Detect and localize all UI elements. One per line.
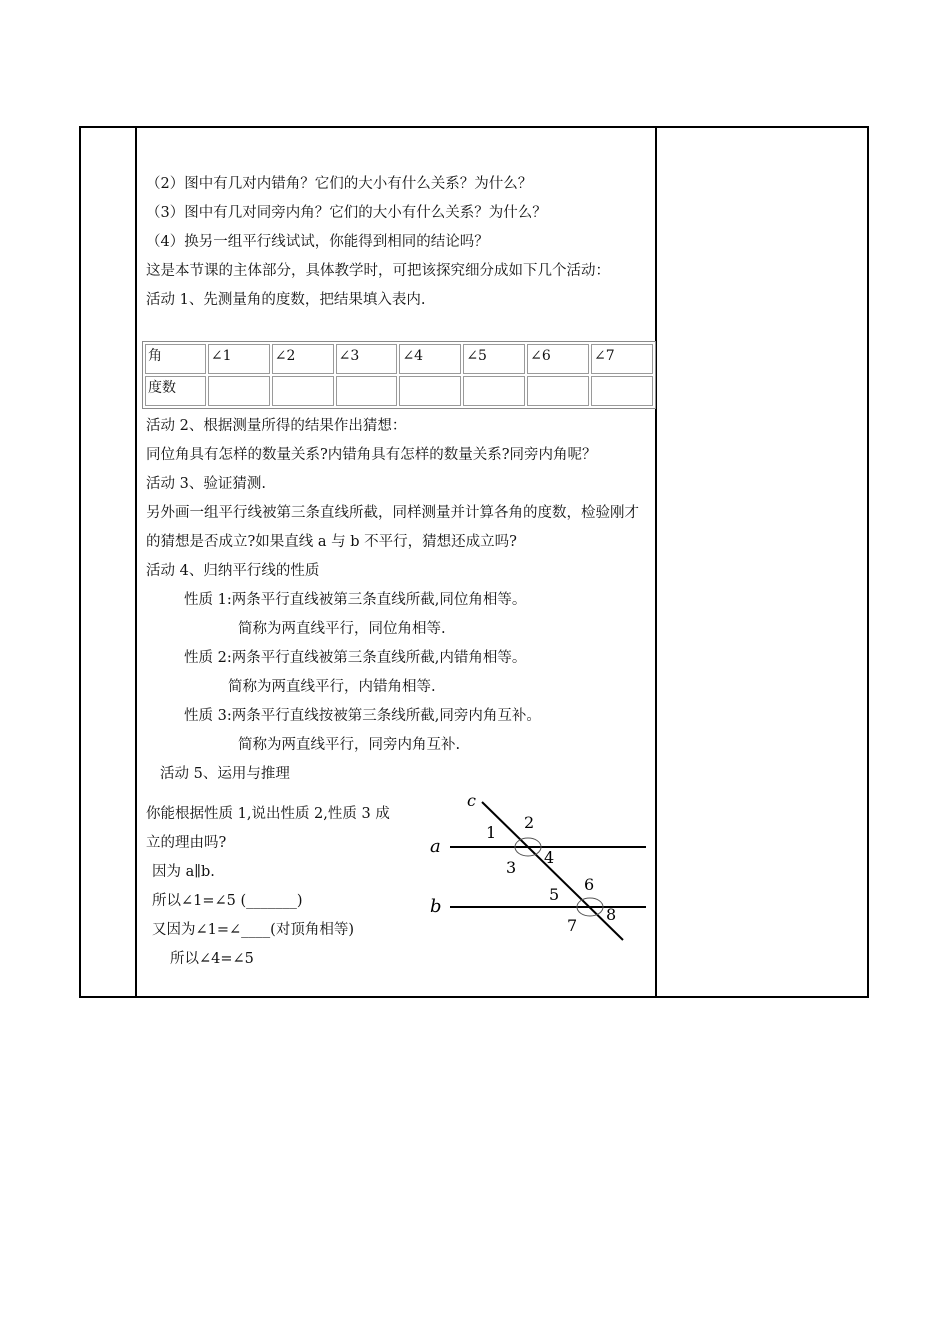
table-cell-empty[interactable] — [272, 376, 334, 406]
property-2-short: 简称为两直线平行，内错角相等. — [228, 679, 436, 695]
angle-label-3: 3 — [506, 858, 517, 877]
question-2: （2）图中有几对内错角？它们的大小有什么关系？为什么？ — [146, 176, 533, 192]
activity-3: 活动 3、验证猜测. — [146, 476, 266, 492]
table-cell-empty[interactable] — [527, 376, 589, 406]
label-a: a — [430, 836, 441, 857]
activity-5: 活动 5、运用与推理 — [160, 766, 290, 782]
table-row-label: 度数 — [145, 376, 206, 406]
table-header-cell: ∠7 — [591, 344, 653, 374]
property-1-short: 简称为两直线平行，同位角相等. — [238, 621, 446, 637]
property-3: 性质 3:两条平行直线按被第三条线所截,同旁内角互补。 — [184, 708, 541, 724]
question-3: （3）图中有几对同旁内角？它们的大小有什么关系？为什么？ — [146, 205, 547, 221]
table-header-cell: 角 — [145, 344, 206, 374]
proof-step-3: 又因为∠1=∠____(对顶角相等) — [152, 922, 354, 938]
property-2: 性质 2:两条平行直线被第三条直线所截,内错角相等。 — [184, 650, 527, 666]
table-cell-empty[interactable] — [463, 376, 525, 406]
angle-label-1: 1 — [486, 823, 497, 842]
activity-1: 活动 1、先测量角的度数，把结果填入表内. — [146, 292, 426, 308]
table-header-cell: ∠5 — [463, 344, 525, 374]
main-paragraph: 这是本节课的主体部分，具体教学时，可把该探究细分成如下几个活动： — [146, 263, 610, 279]
angle-label-8: 8 — [606, 905, 617, 924]
lesson-content — [146, 170, 651, 315]
angle-measure-table — [142, 341, 656, 409]
property-1: 性质 1:两条平行直线被第三条直线所截,同位角相等。 — [184, 592, 527, 608]
table-header-cell: ∠2 — [272, 344, 334, 374]
property-3-short: 简称为两直线平行，同旁内角互补. — [238, 737, 461, 753]
proof-step-4: 所以∠4=∠5 — [170, 951, 254, 967]
activity-4: 活动 4、归纳平行线的性质 — [146, 563, 320, 579]
proof-step-2: 所以∠1=∠5 (_______) — [152, 893, 303, 909]
column-divider-right — [655, 126, 657, 998]
angle-label-4: 4 — [544, 848, 555, 867]
table-header-cell: ∠1 — [208, 344, 270, 374]
activity-3-text: 另外画一组平行线被第三条直线所截，同样测量并计算各角的度数，检验刚才的猜想是否成立?如果直线 a 与 b 不平行，猜想还成立吗? — [146, 505, 639, 550]
angle-label-2: 2 — [524, 813, 535, 832]
column-divider-left — [135, 126, 137, 998]
lesson-content-continued — [146, 412, 651, 789]
angle-label-5: 5 — [549, 885, 560, 904]
table-row — [145, 376, 653, 406]
angle-label-6: 6 — [584, 875, 595, 894]
proof-question: 你能根据性质 1,说出性质 2,性质 3 成立的理由吗? — [146, 806, 390, 851]
table-cell-empty[interactable] — [399, 376, 461, 406]
activity-2-question: 同位角具有怎样的数量关系?内错角具有怎样的数量关系?同旁内角呢？ — [146, 447, 597, 463]
table-header-cell: ∠3 — [336, 344, 398, 374]
label-c: c — [467, 791, 476, 810]
proof-step-1: 因为 a∥b. — [152, 864, 215, 880]
question-4: （4）换另一组平行线试试，你能得到相同的结论吗？ — [146, 234, 489, 250]
parallel-lines-figure — [420, 790, 655, 980]
angle-label-7: 7 — [567, 916, 578, 935]
table-cell-empty[interactable] — [336, 376, 398, 406]
proof-block — [146, 800, 401, 974]
table-cell-empty[interactable] — [208, 376, 270, 406]
activity-2: 活动 2、根据测量所得的结果作出猜想： — [146, 418, 407, 434]
table-header-cell: ∠4 — [399, 344, 461, 374]
table-row — [145, 344, 653, 374]
table-cell-empty[interactable] — [591, 376, 653, 406]
table-header-cell: ∠6 — [527, 344, 589, 374]
label-b: b — [430, 896, 442, 917]
transversal-c — [482, 802, 623, 940]
